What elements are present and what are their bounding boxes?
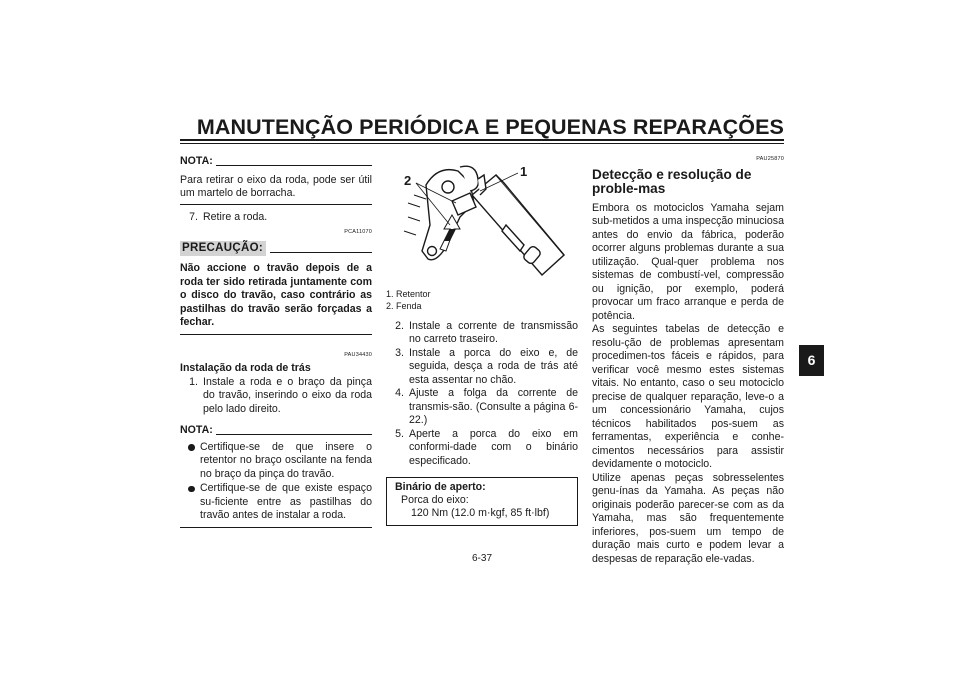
bullet-text: Certifique-se de que insere o retentor no braço oscilante na fenda no braço da pinça do travão. <box>200 440 372 480</box>
torque-title: Binário de aperto: <box>395 481 486 493</box>
step-text: Aperte a porca do eixo em conformi-dade com o binário especificado. <box>409 427 578 467</box>
section-body <box>592 202 784 567</box>
nota-header <box>180 155 372 169</box>
section-heading: Instalação da roda de trás <box>180 362 311 374</box>
step-number: 2. <box>395 319 404 332</box>
nota-line <box>216 434 372 435</box>
paragraph: As seguintes tabelas de detecção e resolu-ção de problemas apresentam procedimen-tos fáceis e rápidos, para verificar você mesmo estes sistemas vitais. No entanto, caso o seu motociclo precise de qualquer reparação, leve-o a um concessionário Yamaha, cujos técnicos habilitados pos-suem as ferramentas, experiência e conhe-cimentos necessários para assistir devidamente o motociclo. <box>592 323 784 470</box>
page-number: 6-37 <box>471 553 492 564</box>
step-number: 5. <box>395 427 404 440</box>
step-2 <box>386 320 578 347</box>
list-item <box>180 441 372 482</box>
torque-value: 120 Nm (12.0 m·kgf, 85 ft·lbf) <box>411 507 550 519</box>
column-left <box>180 155 372 528</box>
caution-end-rule <box>180 334 372 335</box>
bullet-text: Certifique-se de que existe espaço su-ficiente entre as pastilhas do travão antes de instalar a roda. <box>200 482 372 521</box>
nota-text: Para retirar o eixo da roda, pode ser útil um martelo de borracha. <box>180 173 372 199</box>
step-4 <box>386 387 578 428</box>
step-text: Instale a porca do eixo e, de seguida, desça a roda de trás até esta assentar no chão. <box>409 346 578 386</box>
step-text: Ajuste a folga da corrente de transmis-são. (Consulte a página 6-22.) <box>409 387 578 426</box>
list-item <box>180 482 372 523</box>
step-7 <box>180 211 372 225</box>
nota-label: NOTA: <box>180 424 213 436</box>
figure-legend <box>386 288 578 312</box>
paragraph: Utilize apenas peças sobresselentes genu-ínas da Yamaha. As peças não originais poderão parecer-se com as da Yamaha, mas são frequentemente inferiores, pos-suem um tempo de duração mais curto e podem levar a despesas de reparação ele-vadas. <box>592 471 784 565</box>
column-middle <box>386 155 578 526</box>
step-list <box>386 320 578 469</box>
paragraph: Embora os motociclos Yamaha sejam sub-metidos a uma inspecção minuciosa antes do envio da fábrica, poderão ocorrer alguns problemas durante a sua utilização. Qual-quer problema nos sistemas de combustí-vel, compressão ou ignição, por exemplo, poderá provocar um fraco arranque e perda de potência. <box>592 201 784 322</box>
torque-item: Porca do eixo: <box>401 494 469 506</box>
nota-line <box>216 165 372 166</box>
section-code: PAU34430 <box>344 351 372 358</box>
legend-item: 1. Retentor <box>386 288 431 299</box>
caution-line <box>270 252 372 253</box>
step-number: 1. <box>189 375 198 388</box>
step-3 <box>386 347 578 388</box>
nota-end-rule <box>180 527 372 528</box>
section-code: PAU25870 <box>756 156 784 162</box>
header-rule <box>180 139 784 141</box>
header-rule-thin <box>180 143 784 144</box>
torque-spec-box <box>386 477 578 526</box>
caution-label: PRECAUÇÃO: <box>180 241 266 257</box>
caution-text: Não accione o travão depois de a roda ter sido retirada juntamente com o disco do travão, caso contrário as pastilhas do travão serão forçadas a fechar. <box>180 262 372 328</box>
caution-code: PCA11070 <box>344 229 372 235</box>
nota-label: NOTA: <box>180 155 213 167</box>
nota-header <box>180 424 372 438</box>
wheel-assembly-illustration <box>386 155 578 285</box>
page-title: MANUTENÇÃO PERIÓDICA E PEQUENAS REPARAÇÕES <box>196 115 784 139</box>
nota-end-rule <box>180 204 372 205</box>
section-heading: Detecção e resolução de proble-mas <box>592 166 752 196</box>
bullet-list <box>180 441 372 523</box>
bullet-icon <box>180 482 200 523</box>
chapter-tab: 6 <box>799 345 824 376</box>
step-text: Instale a corrente de transmissão no carreto traseiro. <box>409 319 578 345</box>
step-5 <box>386 428 578 469</box>
bullet-icon <box>180 441 200 482</box>
step-text: Retire a roda. <box>203 210 268 223</box>
step-1 <box>180 376 372 417</box>
step-text: Instale a roda e o braço da pinça do travão, inserindo o eixo da roda pelo lado direito. <box>203 375 372 415</box>
step-number: 7. <box>189 210 198 223</box>
legend-item: 2. Fenda <box>386 300 422 311</box>
step-number: 4. <box>395 387 404 399</box>
step-number: 3. <box>395 346 404 359</box>
callout-1: 1 <box>520 164 528 179</box>
caution-header <box>180 241 372 257</box>
column-right <box>592 153 784 566</box>
callout-2: 2 <box>404 173 412 188</box>
